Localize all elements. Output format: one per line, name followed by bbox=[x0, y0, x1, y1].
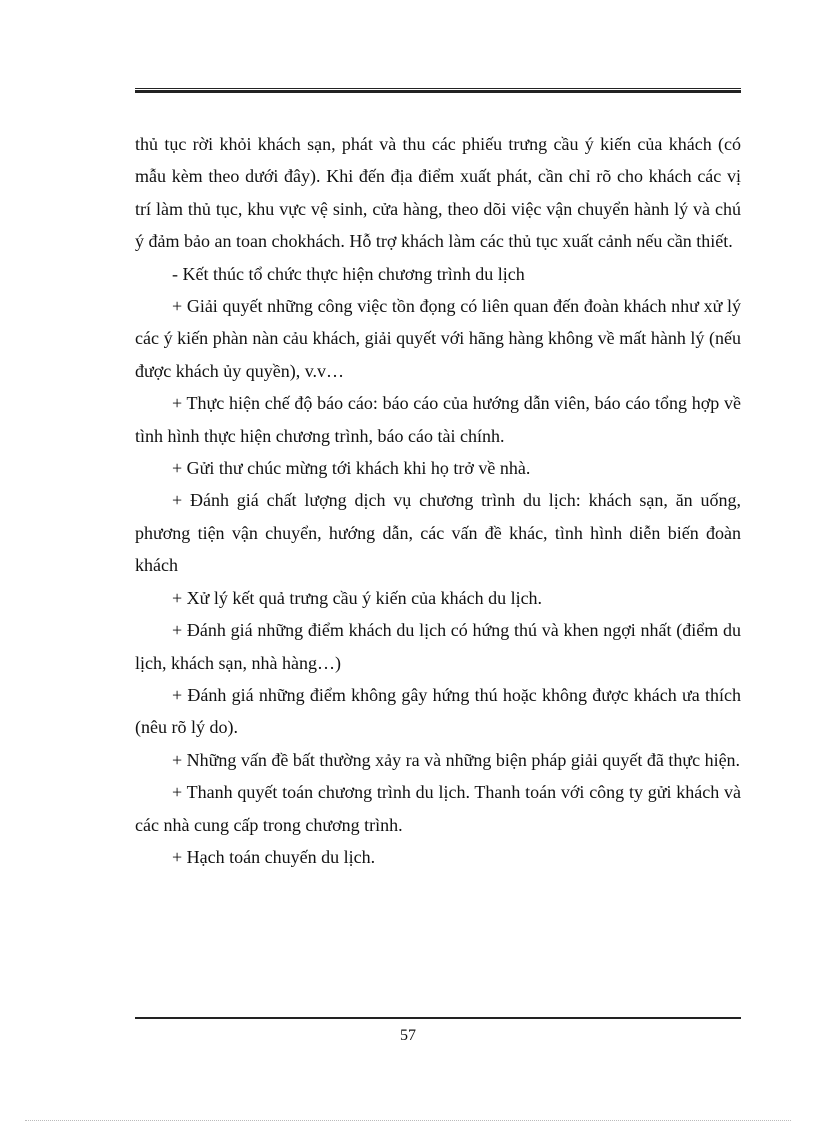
paragraph-item: + Xử lý kết quả trưng cầu ý kiến của khách du lịch. bbox=[172, 587, 543, 608]
paragraph-item: + Những vấn đề bất thường xảy ra và những biện pháp giải quyết đã thực hiện. bbox=[172, 749, 741, 770]
paragraph-item: + Giải quyết những công việc tồn đọng có liên quan đến đoàn khách như xử lý các ý kiến phàn nàn cảu khách, giải quyết với hãng hàng không về mất hành lý (nếu được khách ủy quyền), v.v… bbox=[135, 296, 741, 381]
paragraph-item: + Đánh giá những điểm không gây hứng thú hoặc không được khách ưa thích (nêu rõ lý do). bbox=[135, 684, 741, 738]
paragraph-item: + Thanh quyết toán chương trình du lịch. Thanh toán với công ty gửi khách và các nhà cung cấp trong chương trình. bbox=[135, 782, 741, 835]
paragraph-continuation: thủ tục rời khỏi khách sạn, phát và thu các phiếu trưng cầu ý kiến của khách (có mẫu kèm theo dưới đây). Khi đến địa điểm xuất phát, cần chỉ rõ cho khách các vị trí làm thủ tục, khu vực vệ sinh, cửa hàng, theo dõi việc vận chuyển hành lý và chú ý đảm bảo an toan chokhách. Hỗ trợ khách làm các thủ tục xuất cảnh nếu cần thiết. bbox=[135, 134, 741, 252]
paragraph-item: + Gửi thư chúc mừng tới khách khi họ trở về nhà. bbox=[172, 458, 531, 479]
body-text bbox=[135, 128, 741, 873]
footer-rule bbox=[135, 1017, 741, 1019]
paragraph-item: + Đánh giá những điểm khách du lịch có hứng thú và khen ngợi nhất (điểm du lịch, khách sạn, nhà hàng…) bbox=[135, 620, 741, 673]
page-number: 57 bbox=[400, 1027, 416, 1044]
page-bottom-edge bbox=[25, 1120, 791, 1121]
paragraph-item: + Thực hiện chế độ báo cáo: báo cáo của hướng dẫn viên, báo cáo tổng hợp về tình hình thực hiện chương trình, báo cáo tài chính. bbox=[135, 393, 741, 446]
header-double-rule bbox=[135, 88, 741, 93]
paragraph-item: + Đánh giá chất lượng dịch vụ chương trình du lịch: khách sạn, ăn uống, phương tiện vận chuyển, hướng dẫn, các vấn đề khác, tình hình diễn biến đoàn khách bbox=[135, 490, 741, 576]
paragraph-item: + Hạch toán chuyến du lịch. bbox=[172, 846, 376, 867]
paragraph-section-heading: - Kết thúc tổ chức thực hiện chương trình du lịch bbox=[172, 263, 525, 284]
